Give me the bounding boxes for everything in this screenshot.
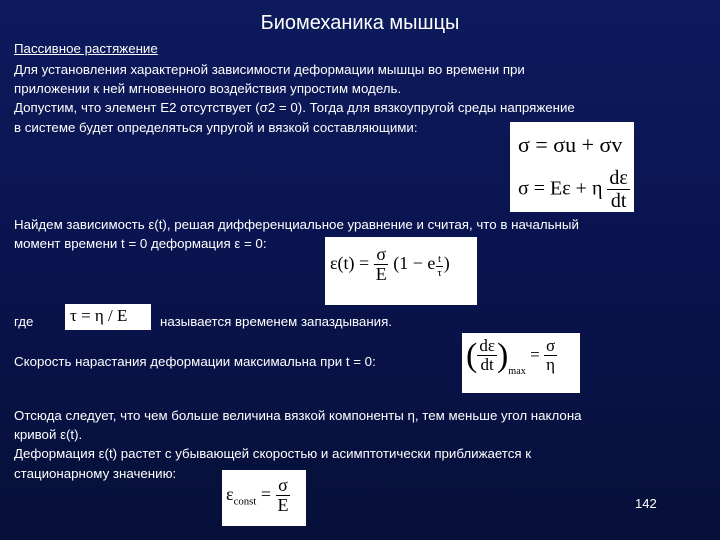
slide-title: Биомеханика мышцы [260, 12, 460, 34]
formula-4-denominator: dt [480, 355, 494, 375]
paragraph-1-line-2: приложении к ней мгновенного воздействия упростим модель. [14, 81, 402, 96]
formula-stress-components [510, 122, 634, 212]
where-text: называется временем запаздывания. [160, 314, 392, 329]
formula-5-denominator: E [277, 494, 289, 515]
paragraph-2-line-2: момент времени t = 0 деформация ε = 0: [14, 236, 267, 251]
formula-4-rhs-fraction [544, 337, 557, 375]
formula-2-exp-denominator: τ [437, 266, 442, 279]
formula-1-denominator: dt [610, 190, 627, 212]
formula-4-subscript: max [508, 365, 526, 377]
paragraph-3-line-4: стационарному значению: [14, 466, 177, 481]
formula-1-line-2-left: σ = Eε + η [518, 177, 603, 200]
paragraph-1-line-1: Для установления характерной зависимости деформации мышцы во времени при [14, 62, 525, 77]
paragraph-2-line-1: Найдем зависимость ε(t), решая дифференциальное уравнение и считая, что в начальный [14, 217, 579, 232]
paragraph-1-line-4: в системе будет определяться упругой и вязкой составляющими: [14, 120, 418, 135]
formula-max-rate [462, 333, 580, 393]
formula-2-fraction [374, 245, 389, 285]
paragraph-3-line-1: Отсюда следует, что чем больше величина вязкой компоненты η, тем меньше угол наклона [14, 408, 582, 423]
formula-4-numerator: dε [479, 336, 495, 356]
paragraph-3-line-2: кривой ε(t). [14, 427, 83, 442]
formula-2-body [330, 245, 450, 285]
formula-5-subscript: const [233, 495, 257, 508]
formula-5-equals: = [260, 483, 272, 504]
formula-2-exponent [435, 254, 443, 279]
formula-4-paren-close: ) [496, 337, 509, 374]
formula-4-body [466, 337, 557, 377]
formula-4-rhs-denominator: η [546, 355, 555, 375]
page-number: 142 [635, 496, 657, 511]
formula-1-fraction [607, 168, 629, 212]
formula-2-left: ε(t) = [330, 252, 370, 273]
formula-2-rest: (1 − e [393, 252, 436, 273]
paragraph-3-line-3: Деформация ε(t) растет с убывающей скоростью и асимптотически приближается к [14, 446, 532, 461]
formula-delay-time [65, 304, 151, 330]
where-label: где [14, 314, 34, 329]
formula-4-equals: = [530, 344, 540, 364]
formula-3-body: τ = η / E [70, 306, 128, 325]
formula-2-numerator: σ [376, 244, 387, 264]
formula-strain-time [325, 237, 477, 305]
formula-5-fraction [276, 476, 291, 516]
formula-2-exp-numerator: t [438, 252, 442, 265]
formula-4-rhs-numerator: σ [545, 336, 556, 356]
paragraph-1-line-3: Допустим, что элемент E2 отсутствует (σ2 = 0). Тогда для вязкоупругой среды напряжение [14, 100, 575, 115]
formula-4-paren-open: ( [466, 337, 478, 374]
formula-4-fraction [477, 337, 497, 375]
formula-1-numerator: dε [609, 167, 628, 189]
rate-text: Скорость нарастания деформации максимальна при t = 0: [14, 354, 376, 369]
formula-5-body [226, 476, 291, 516]
formula-1-line-1: σ = σu + σv [518, 132, 623, 157]
formula-2-close: ) [443, 252, 450, 273]
formula-2-denominator: E [375, 263, 387, 284]
formula-steady-state [222, 470, 306, 526]
formula-1-line-2 [518, 168, 630, 212]
formula-5-numerator: σ [278, 475, 288, 495]
section-heading: Пассивное растяжение [14, 41, 158, 56]
formula-5-left: ε [226, 483, 234, 504]
